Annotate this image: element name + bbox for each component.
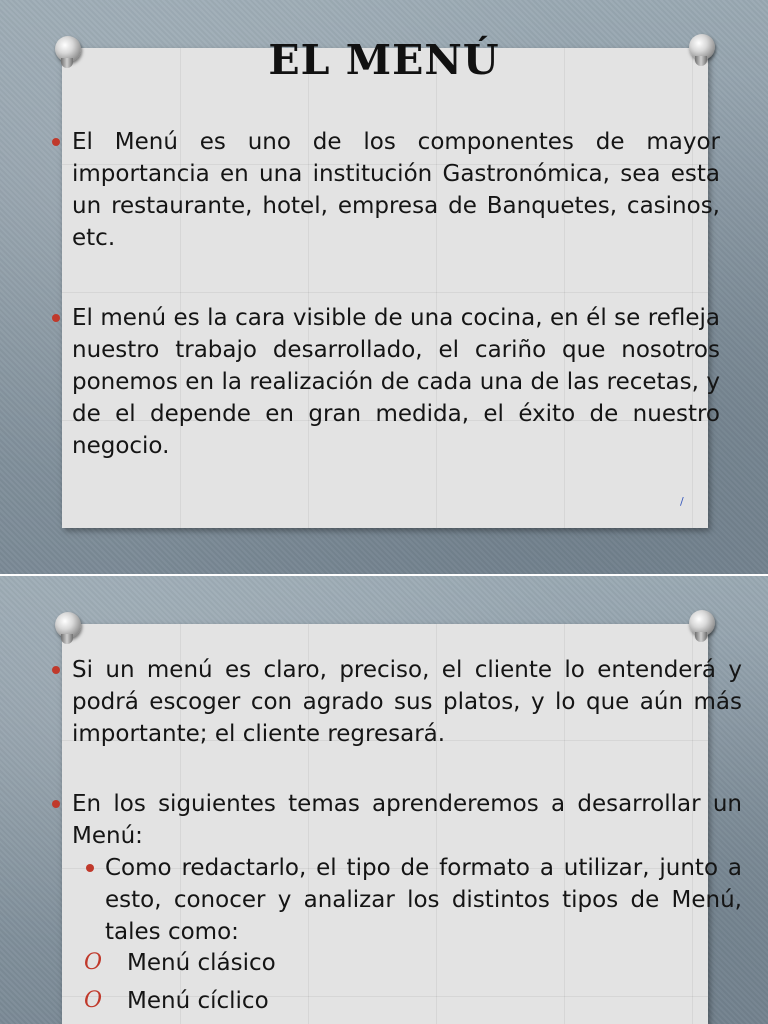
bullet-item (72, 788, 742, 852)
pushpin-icon (689, 610, 715, 636)
bullet-text: Si un menú es claro, preciso, el cliente lo entenderá y podrá escoger con agrado sus platos, y lo que aún más importante; el cliente regresará. (72, 657, 742, 747)
list-marker: O (84, 988, 103, 1013)
bullet-text: El menú es la cara visible de una cocina, en él se refleja nuestro trabajo desarrollado, el cariño que nosotros ponemos en la realización de cada una de las recetas, y de el depende en gran medida, el éxito de nuestro negocio. (72, 305, 720, 459)
list-item: Menú cíclico (127, 988, 269, 1014)
pushpin-icon (55, 612, 81, 638)
bullet-dot-icon (52, 666, 60, 674)
bullet-dot-icon (86, 864, 94, 872)
stray-mark: / (680, 495, 684, 508)
slide-title: EL MENÚ (268, 36, 500, 84)
list-marker: O (84, 950, 103, 975)
sub-bullet-item (105, 852, 742, 948)
list-item: Menú clásico (127, 950, 276, 976)
bullet-item (72, 126, 720, 254)
bullet-text: En los siguientes temas aprenderemos a desarrollar un Menú: (72, 791, 742, 849)
slide-2 (0, 576, 768, 1024)
bullet-dot-icon (52, 314, 60, 322)
bullet-dot-icon (52, 800, 60, 808)
bullet-dot-icon (52, 138, 60, 146)
bullet-text: El Menú es uno de los componentes de mayor importancia en una institución Gastronómica, sea esta un restaurante, hotel, empresa de Banquetes, casinos, etc. (72, 129, 720, 251)
sub-bullet-text: Como redactarlo, el tipo de formato a utilizar, junto a esto, conocer y analizar los distintos tipos de Menú, tales como: (105, 855, 742, 945)
bullet-item (72, 302, 720, 462)
bullet-item (72, 654, 742, 750)
